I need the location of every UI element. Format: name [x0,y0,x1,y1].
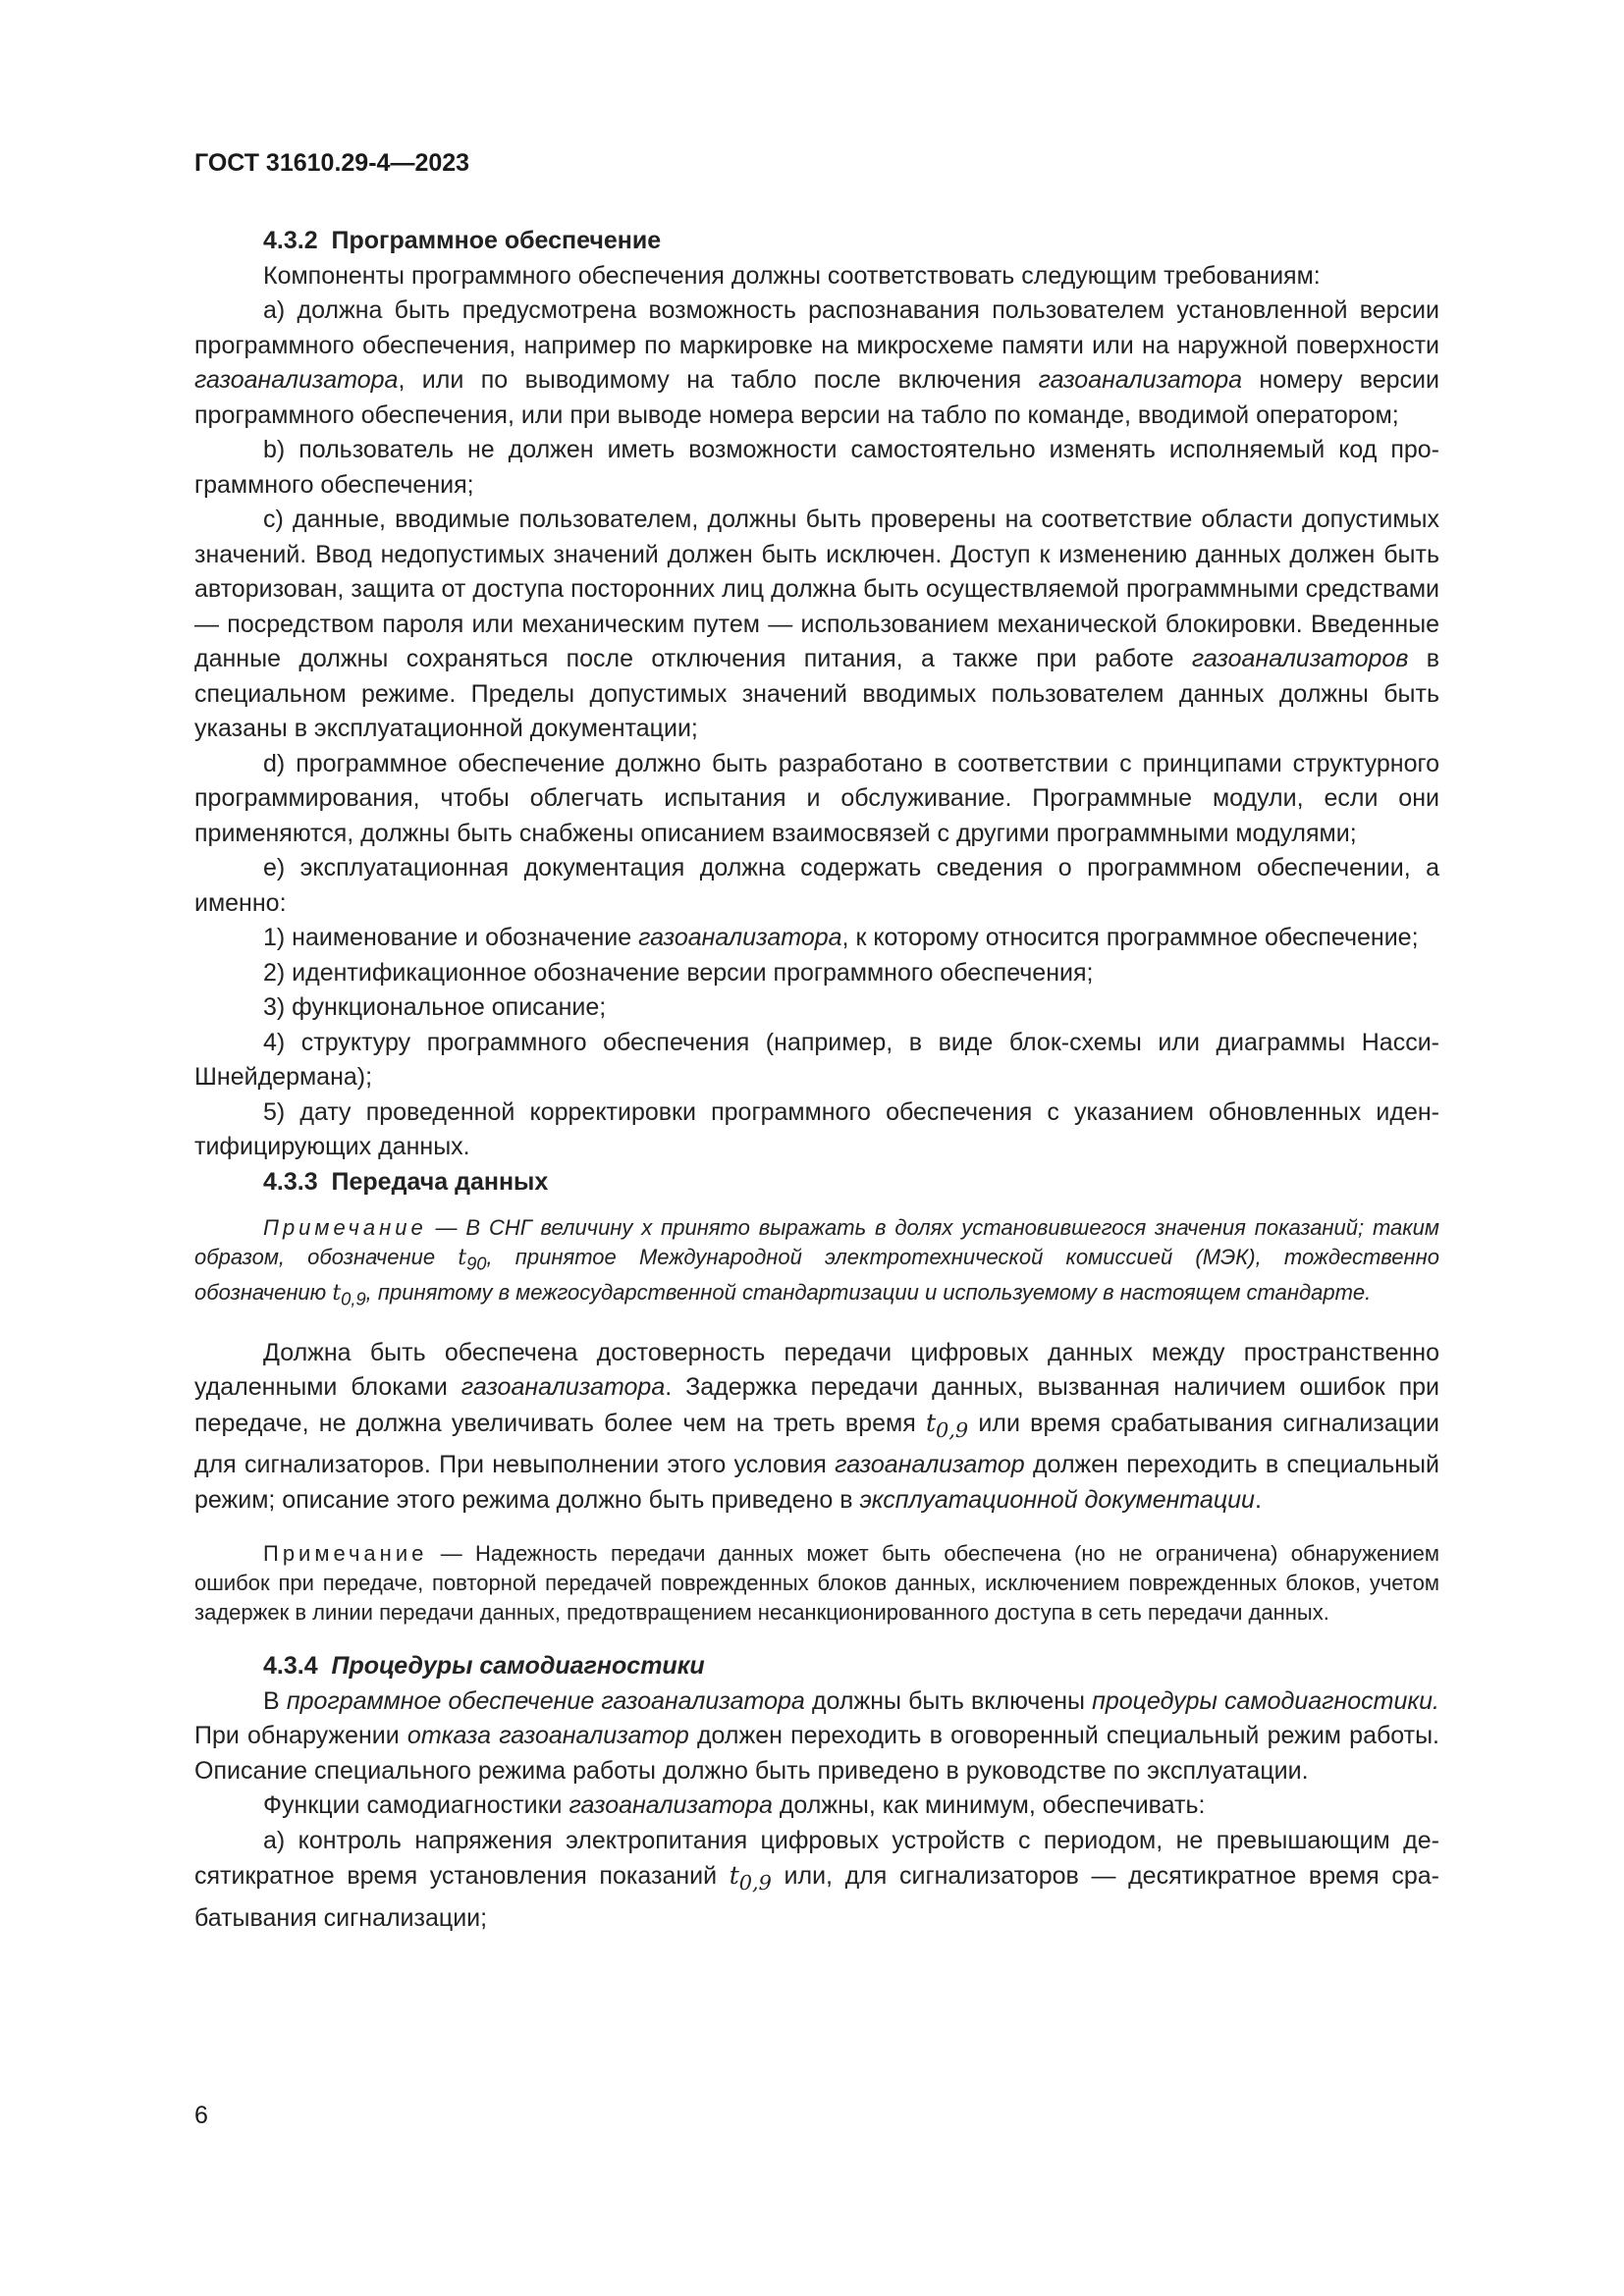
italic-term: газоанализатора [194,366,399,394]
italic-term: газоанализатора [1038,366,1242,394]
symbol-t: t [332,1281,342,1307]
text-run: номеру версии программного обеспечения, или при выводе номера версии на табло по команде, вводимой оператором; [194,366,1439,429]
text-run: 1) наименование и обозначение [263,924,639,951]
text-run: , к которому относится программное обеспечение; [841,924,1419,951]
italic-term: отказа газоанализатор [406,1722,689,1750]
symbol-t: t [458,1246,467,1270]
text-run: или, для сигнализаторов — десятикратное время срабатывания сигнализации; [194,1862,1439,1932]
sublist-item-4: 4) структуру программного обеспечения (например, в виде блок-схемы или диаграммы Насси-Шнейдермана); [194,1028,1439,1091]
section-title: Передача данных [331,1167,549,1196]
text-run: При обнаружении [194,1722,407,1750]
italic-term: газоанализатора [638,924,842,951]
note-label: Примечание [263,1215,427,1240]
text-run: должны быть включены [804,1686,1093,1715]
italic-term: эксплуатационной документации [859,1485,1255,1514]
text-run: . [1254,1485,1262,1514]
section-number: 4.3.4 [263,1652,318,1681]
list-item-d: d) программное обеспечение должно быть разработано в соответствии с принципами структурного программирования, чтобы облегчать испытания и обслуживание. Программные модули, если они применяются, должны быть снабжены описанием взаимосвязей с другими программными модулями; [194,749,1439,847]
text-run: Должна быть обеспечена достоверность передачи цифровых данных между пространственно удаленными блоками [194,1338,1439,1402]
section-number: 4.3.2 [263,227,318,254]
text-run: , принятое Международной электротехнической комиссией (МЭК), тождественно обозначению [194,1245,1439,1306]
text-run: , принятому в межгосударственной стандартизации и используемому в настоящем стандарте. [365,1280,1372,1306]
sublist-item-1 [194,921,1439,956]
sublist-item-5: 5) дату проведенной корректировки программного обеспечения с указанием обновленных идентифицирующих данных. [194,1097,1439,1160]
text-run: а) должна быть предусмотрена возможность распознавания пользователем установленной версии программного обеспечения, например по маркировке на микросхеме памяти или на наружной поверхности [194,296,1439,359]
italic-term: газоанализатора [568,1791,773,1820]
italic-term: программное обеспечение газоанализатора [286,1686,805,1715]
text-run: должен переходить в специальный режим; описание этого режима должно быть приведено в [194,1451,1439,1514]
section-title: Процедуры самодиагностики [331,1652,705,1681]
sublist-item-3: 3) функциональное описание; [263,993,607,1021]
list-item-a-voltage [194,1824,1439,1937]
text-run: Функции самодиагностики [263,1791,569,1820]
section-heading-4-3-4 [194,1649,1439,1684]
section-heading-4-3-3 [194,1165,1439,1201]
paragraph-data-transfer [194,1336,1439,1519]
document-body [194,224,1439,1936]
list-item-a [194,294,1439,433]
list-item-b: b) пользователь не должен иметь возможности самостоятельно изменять исполняемый код программного обеспечения; [194,436,1439,499]
text-run: — Надежность передачи данных может быть обеспечена (но не ограничена) обнаружением ошибок при передаче, повторной передачей поврежденных блоков данных, исключением поврежденных блоков, учетом задержек в линии передачи данных, предотвращением несанкционированного доступа в сеть передачи данных. [194,1541,1439,1626]
section-heading-4-3-2 [194,224,1439,259]
list-item-c [194,503,1439,747]
symbol-t: t [926,1408,937,1437]
subscript: 0,9 [341,1288,366,1309]
paragraph-functions [194,1789,1439,1824]
italic-term: газоанализаторов [1191,645,1409,672]
text-run: в специальном режиме. Пределы допустимых значений вводимых пользователем данных должны быть указаны в эксплуатационной документации; [194,645,1440,742]
paragraph-intro: Компоненты программного обеспечения должны соответствовать следующим требованиям: [263,261,1321,290]
note-2 [194,1539,1439,1628]
text-run: В [263,1686,287,1715]
paragraph-self-diagnostics [194,1684,1439,1789]
italic-term: газоанализатор [835,1451,1025,1479]
subscript: 90 [466,1253,487,1274]
subscript: 0,9 [738,1871,772,1896]
section-number: 4.3.3 [263,1167,318,1196]
text-run: а) контроль напряжения электропитания цифровых устройств с периодом, не превышающим десятикратное время установления показаний [194,1826,1439,1891]
text-run: должен переходить в оговоренный специальный режим работы. Описание специального режима работы должно быть приведено в руководстве по эксплуатации. [194,1722,1440,1785]
text-run: должны, как минимум, обеспечивать: [772,1791,1206,1820]
list-item-e: e) эксплуатационная документация должна содержать сведения о программном обеспечении, а именно: [194,854,1439,917]
text-run: или время срабатывания сигнализации для сигнализаторов. При невыполнении этого условия [194,1409,1439,1479]
sublist-item-2: 2) идентификационное обозначение версии программного обеспечения; [263,958,1094,987]
italic-term: процедуры самодиагностики. [1092,1686,1440,1715]
text-run: , или по выводимому на табло после включения [398,366,1039,394]
section-title: Программное обеспечение [331,227,662,254]
subscript: 0,9 [936,1417,969,1442]
document-id-header: ГОСТ 31610.29-4—2023 [194,149,470,177]
text-run: — В СНГ величину x принято выражать в долях установившегося значения показаний; таким образом, обозначение [194,1215,1439,1269]
note-1 [194,1213,1439,1314]
text-run: . Задержка передачи данных, вызванная наличием ошибок при передаче, не должна увеличивать более чем на треть время [194,1373,1439,1437]
italic-term: газоанализатора [460,1373,666,1402]
note-label: Примечание [263,1541,428,1567]
symbol-t: t [729,1861,739,1891]
page-number: 6 [194,2102,208,2129]
text-run: c) данные, вводимые пользователем, должны быть проверены на соответствие области допустимых значений. Ввод недопустимых значений должен быть исключен. Доступ к изменению данных должен быть авторизован, защита от доступа посторонних лиц должна быть осуществляемой программными средствами — посредством пароля или механическим путем — использованием механической блокировки. Введенные данные должны сохраняться после отключения питания, а также при работе [194,506,1439,672]
